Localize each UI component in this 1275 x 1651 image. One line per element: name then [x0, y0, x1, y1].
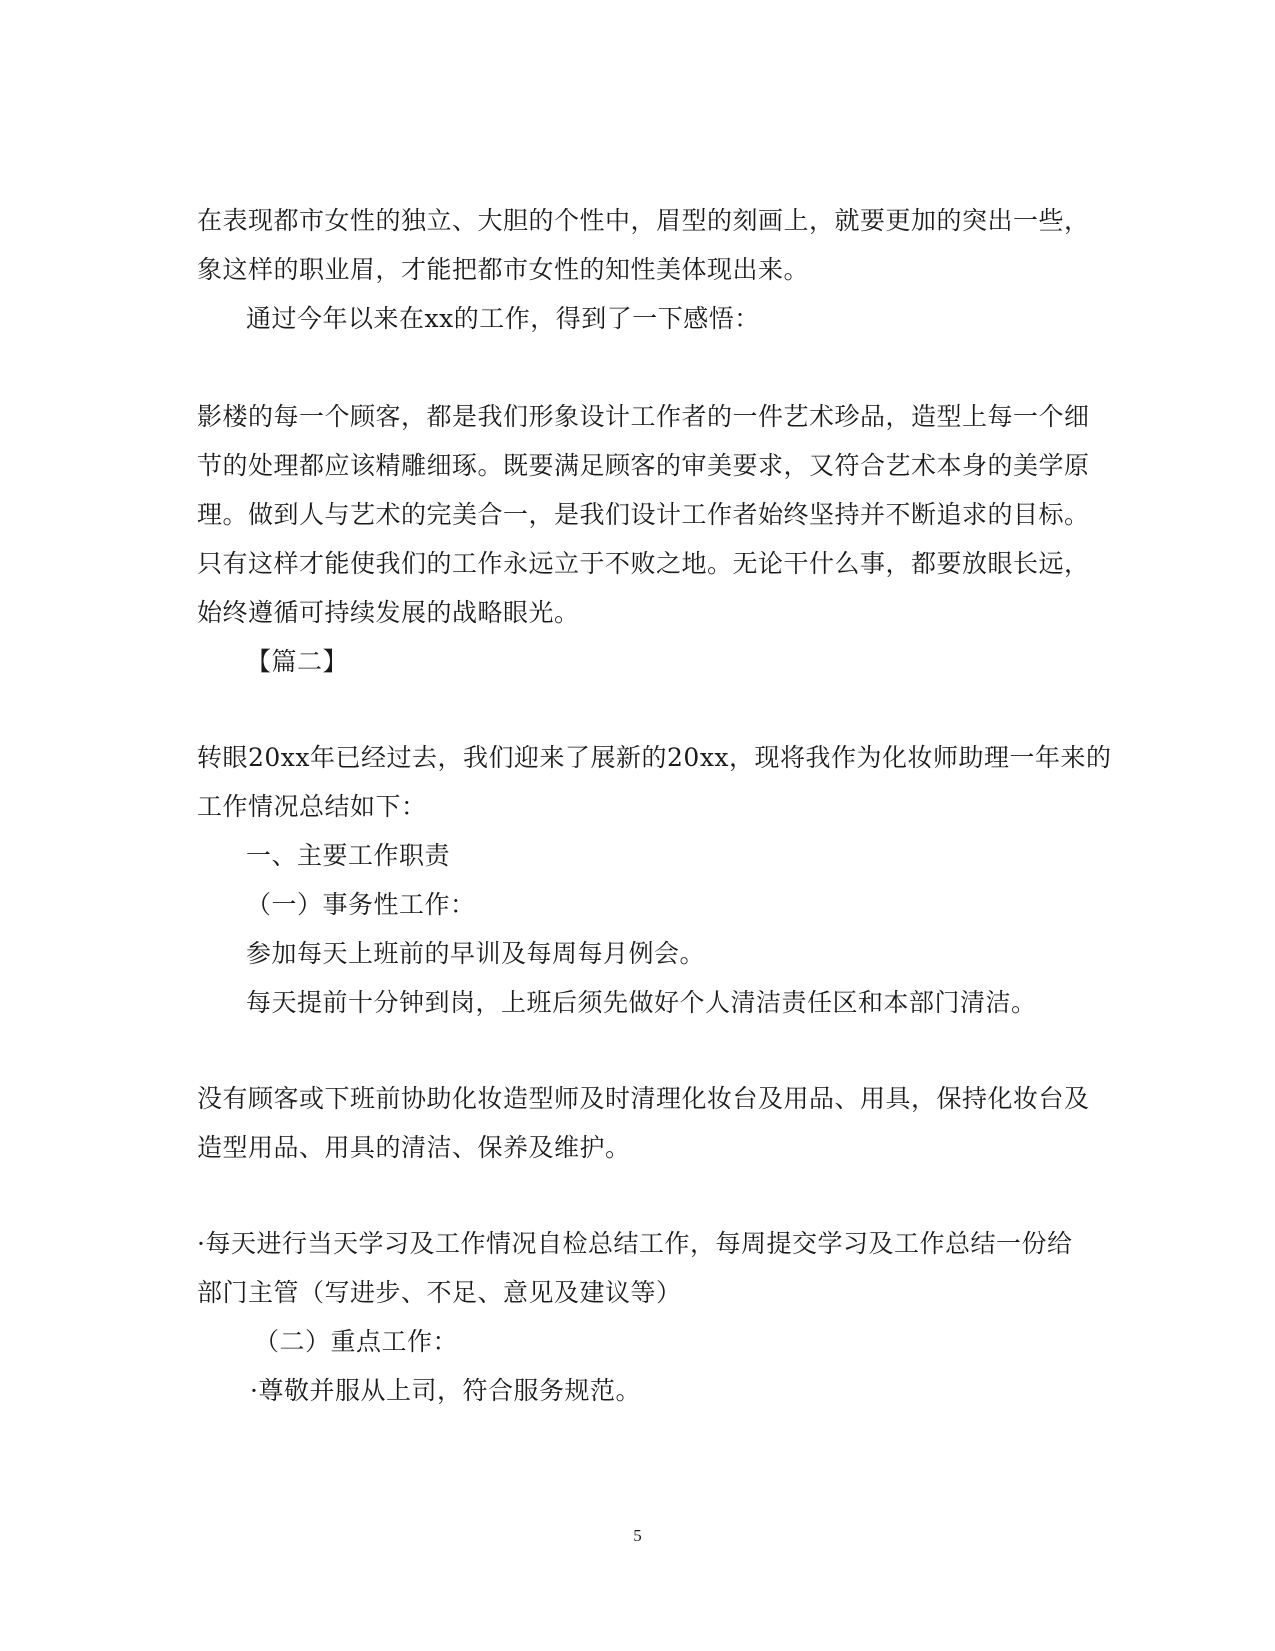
text-line: 造型用品、用具的清洁、保养及维护。 — [197, 1133, 631, 1162]
text-line: 一、主要工作职责 — [246, 841, 451, 870]
text-line: 通过今年以来在xx的工作，得到了一下感悟： — [246, 304, 760, 333]
text-line: （二）重点工作： — [254, 1327, 459, 1356]
section-heading: 【篇二】 — [246, 647, 349, 676]
text-line: 始终遵循可持续发展的战略眼光。 — [197, 598, 580, 627]
bullet-line: ·每天进行当天学习及工作情况自检总结工作，每周提交学习及工作总结一份给 — [197, 1229, 1073, 1258]
text-line: 节的处理都应该精雕细琢。既要满足顾客的审美要求，又符合艺术本身的美学原 — [197, 451, 1090, 480]
text-line: 影楼的每一个顾客，都是我们形象设计工作者的一件艺术珍品，造型上每一个细 — [197, 402, 1090, 431]
text-line: （一）事务性工作： — [246, 890, 476, 919]
text-line: 在表现都市女性的独立、大胆的个性中，眉型的刻画上，就要更加的突出一些， — [197, 206, 1090, 235]
bullet-line: ·尊敬并服从上司，符合服务规范。 — [250, 1376, 641, 1405]
text-line: 每天提前十分钟到岗，上班后须先做好个人清洁责任区和本部门清洁。 — [246, 988, 1037, 1017]
text-line: 象这样的职业眉，才能把都市女性的知性美体现出来。 — [197, 255, 810, 284]
text-line: 理。做到人与艺术的完美合一，是我们设计工作者始终坚持并不断追求的目标。 — [197, 500, 1090, 529]
text-line: 工作情况总结如下： — [197, 792, 427, 821]
text-line: 只有这样才能使我们的工作永远立于不败之地。无论干什么事，都要放眼长远， — [197, 549, 1090, 578]
text-line: 转眼20xx年已经过去，我们迎来了展新的20xx，现将我作为化妆师助理一年来的 — [197, 743, 1112, 772]
page-number: 5 — [633, 1526, 642, 1545]
text-line: 参加每天上班前的早训及每周每月例会。 — [246, 939, 706, 968]
text-line: 部门主管（写进步、不足、意见及建议等） — [197, 1278, 682, 1307]
text-line: 没有顾客或下班前协助化妆造型师及时清理化妆台及用品、用具，保持化妆台及 — [197, 1084, 1090, 1113]
